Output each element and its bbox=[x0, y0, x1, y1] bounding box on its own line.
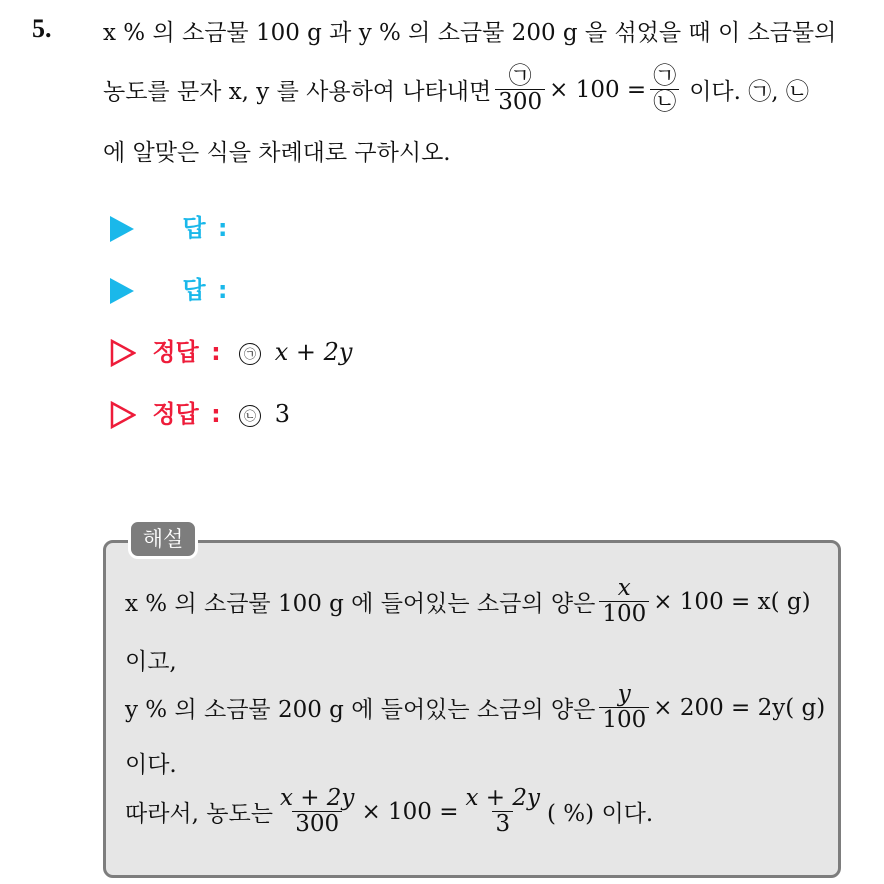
explanation-line-5-tail: ( %) 이다. bbox=[547, 801, 654, 828]
fraction-1-denominator: 300 bbox=[495, 89, 545, 115]
explanation-line-5-middle: × 100 = bbox=[361, 798, 459, 825]
answer-row-2 bbox=[110, 270, 228, 305]
explanation-fraction-3-denominator: 300 bbox=[292, 811, 342, 837]
explanation-fraction-2-numerator: y bbox=[617, 681, 631, 707]
explanation-line-3-text: y % 의 소금물 200 g 에 들어있는 소금의 양은 bbox=[125, 697, 596, 724]
answer-label: 답 bbox=[182, 276, 206, 304]
answer-colon: : bbox=[217, 214, 228, 242]
correct-answer-colon: : bbox=[211, 338, 221, 366]
explanation-tab: 해설 bbox=[128, 519, 198, 559]
explanation-line-3 bbox=[125, 682, 825, 734]
question-number: 5. bbox=[32, 14, 52, 43]
explanation-line-3-tail: × 200 = 2y( g) bbox=[653, 694, 826, 721]
explanation-fraction-1 bbox=[599, 576, 649, 628]
fraction-2-denominator: ㉡ bbox=[650, 89, 679, 115]
explanation-fraction-1-denominator: 100 bbox=[599, 601, 649, 627]
correct-answer-label: 정답 bbox=[152, 338, 199, 366]
correct-answer-2-value: 3 bbox=[274, 400, 290, 428]
fraction-2 bbox=[650, 64, 679, 116]
circled-nieun-marker: ㉡ bbox=[239, 405, 261, 427]
outline-triangle-icon bbox=[110, 339, 136, 367]
answer-label: 답 bbox=[182, 214, 206, 242]
correct-answer-label: 정답 bbox=[152, 400, 199, 428]
play-triangle-icon bbox=[110, 216, 134, 242]
answer-colon: : bbox=[217, 276, 228, 304]
fraction-1 bbox=[495, 64, 545, 116]
explanation-fraction-4 bbox=[463, 786, 544, 838]
correct-answer-colon: : bbox=[211, 400, 221, 428]
explanation-line-2: 이고, bbox=[125, 649, 177, 675]
explanation-line-1-text: x % 의 소금물 100 g 에 들어있는 소금의 양은 bbox=[125, 591, 596, 618]
correct-answer-1-value: x + 2y bbox=[274, 338, 353, 366]
correct-answer-row-2 bbox=[110, 394, 290, 429]
question-line-1: x % 의 소금물 100 g 과 y % 의 소금물 200 g 을 섞었을 때 이 소금물의 bbox=[103, 20, 837, 46]
question-line-3: 에 알맞은 식을 차례대로 구하시오. bbox=[103, 140, 451, 166]
explanation-fraction-1-numerator: x bbox=[617, 575, 631, 601]
question-line-2-tail: 이다. ㉠, ㉡ bbox=[689, 79, 809, 106]
explanation-line-5 bbox=[125, 786, 653, 838]
explanation-fraction-2-denominator: 100 bbox=[599, 707, 649, 733]
explanation-fraction-2 bbox=[599, 682, 649, 734]
explanation-fraction-4-denominator: 3 bbox=[492, 811, 513, 837]
explanation-line-5-text: 따라서, 농도는 bbox=[125, 801, 273, 828]
correct-answer-row-1 bbox=[110, 332, 352, 367]
outline-triangle-icon bbox=[110, 401, 136, 429]
fraction-1-numerator: ㉠ bbox=[508, 63, 532, 89]
times-100-equals: × 100 = bbox=[549, 76, 647, 103]
fraction-2-numerator: ㉠ bbox=[653, 63, 677, 89]
question-line-2-text: 농도를 문자 x, y 를 사용하여 나타내면 bbox=[103, 79, 492, 106]
circled-giyeok-marker: ㉠ bbox=[239, 343, 261, 365]
explanation-line-4: 이다. bbox=[125, 752, 177, 778]
explanation-fraction-3 bbox=[277, 786, 358, 838]
explanation-line-1-tail: × 100 = x( g) bbox=[653, 588, 811, 615]
answer-row-1 bbox=[110, 208, 228, 243]
explanation-fraction-4-numerator: x + 2y bbox=[465, 785, 541, 811]
play-triangle-icon bbox=[110, 278, 134, 304]
explanation-line-1 bbox=[125, 576, 811, 628]
question-line-2 bbox=[103, 64, 809, 116]
explanation-fraction-3-numerator: x + 2y bbox=[279, 785, 355, 811]
